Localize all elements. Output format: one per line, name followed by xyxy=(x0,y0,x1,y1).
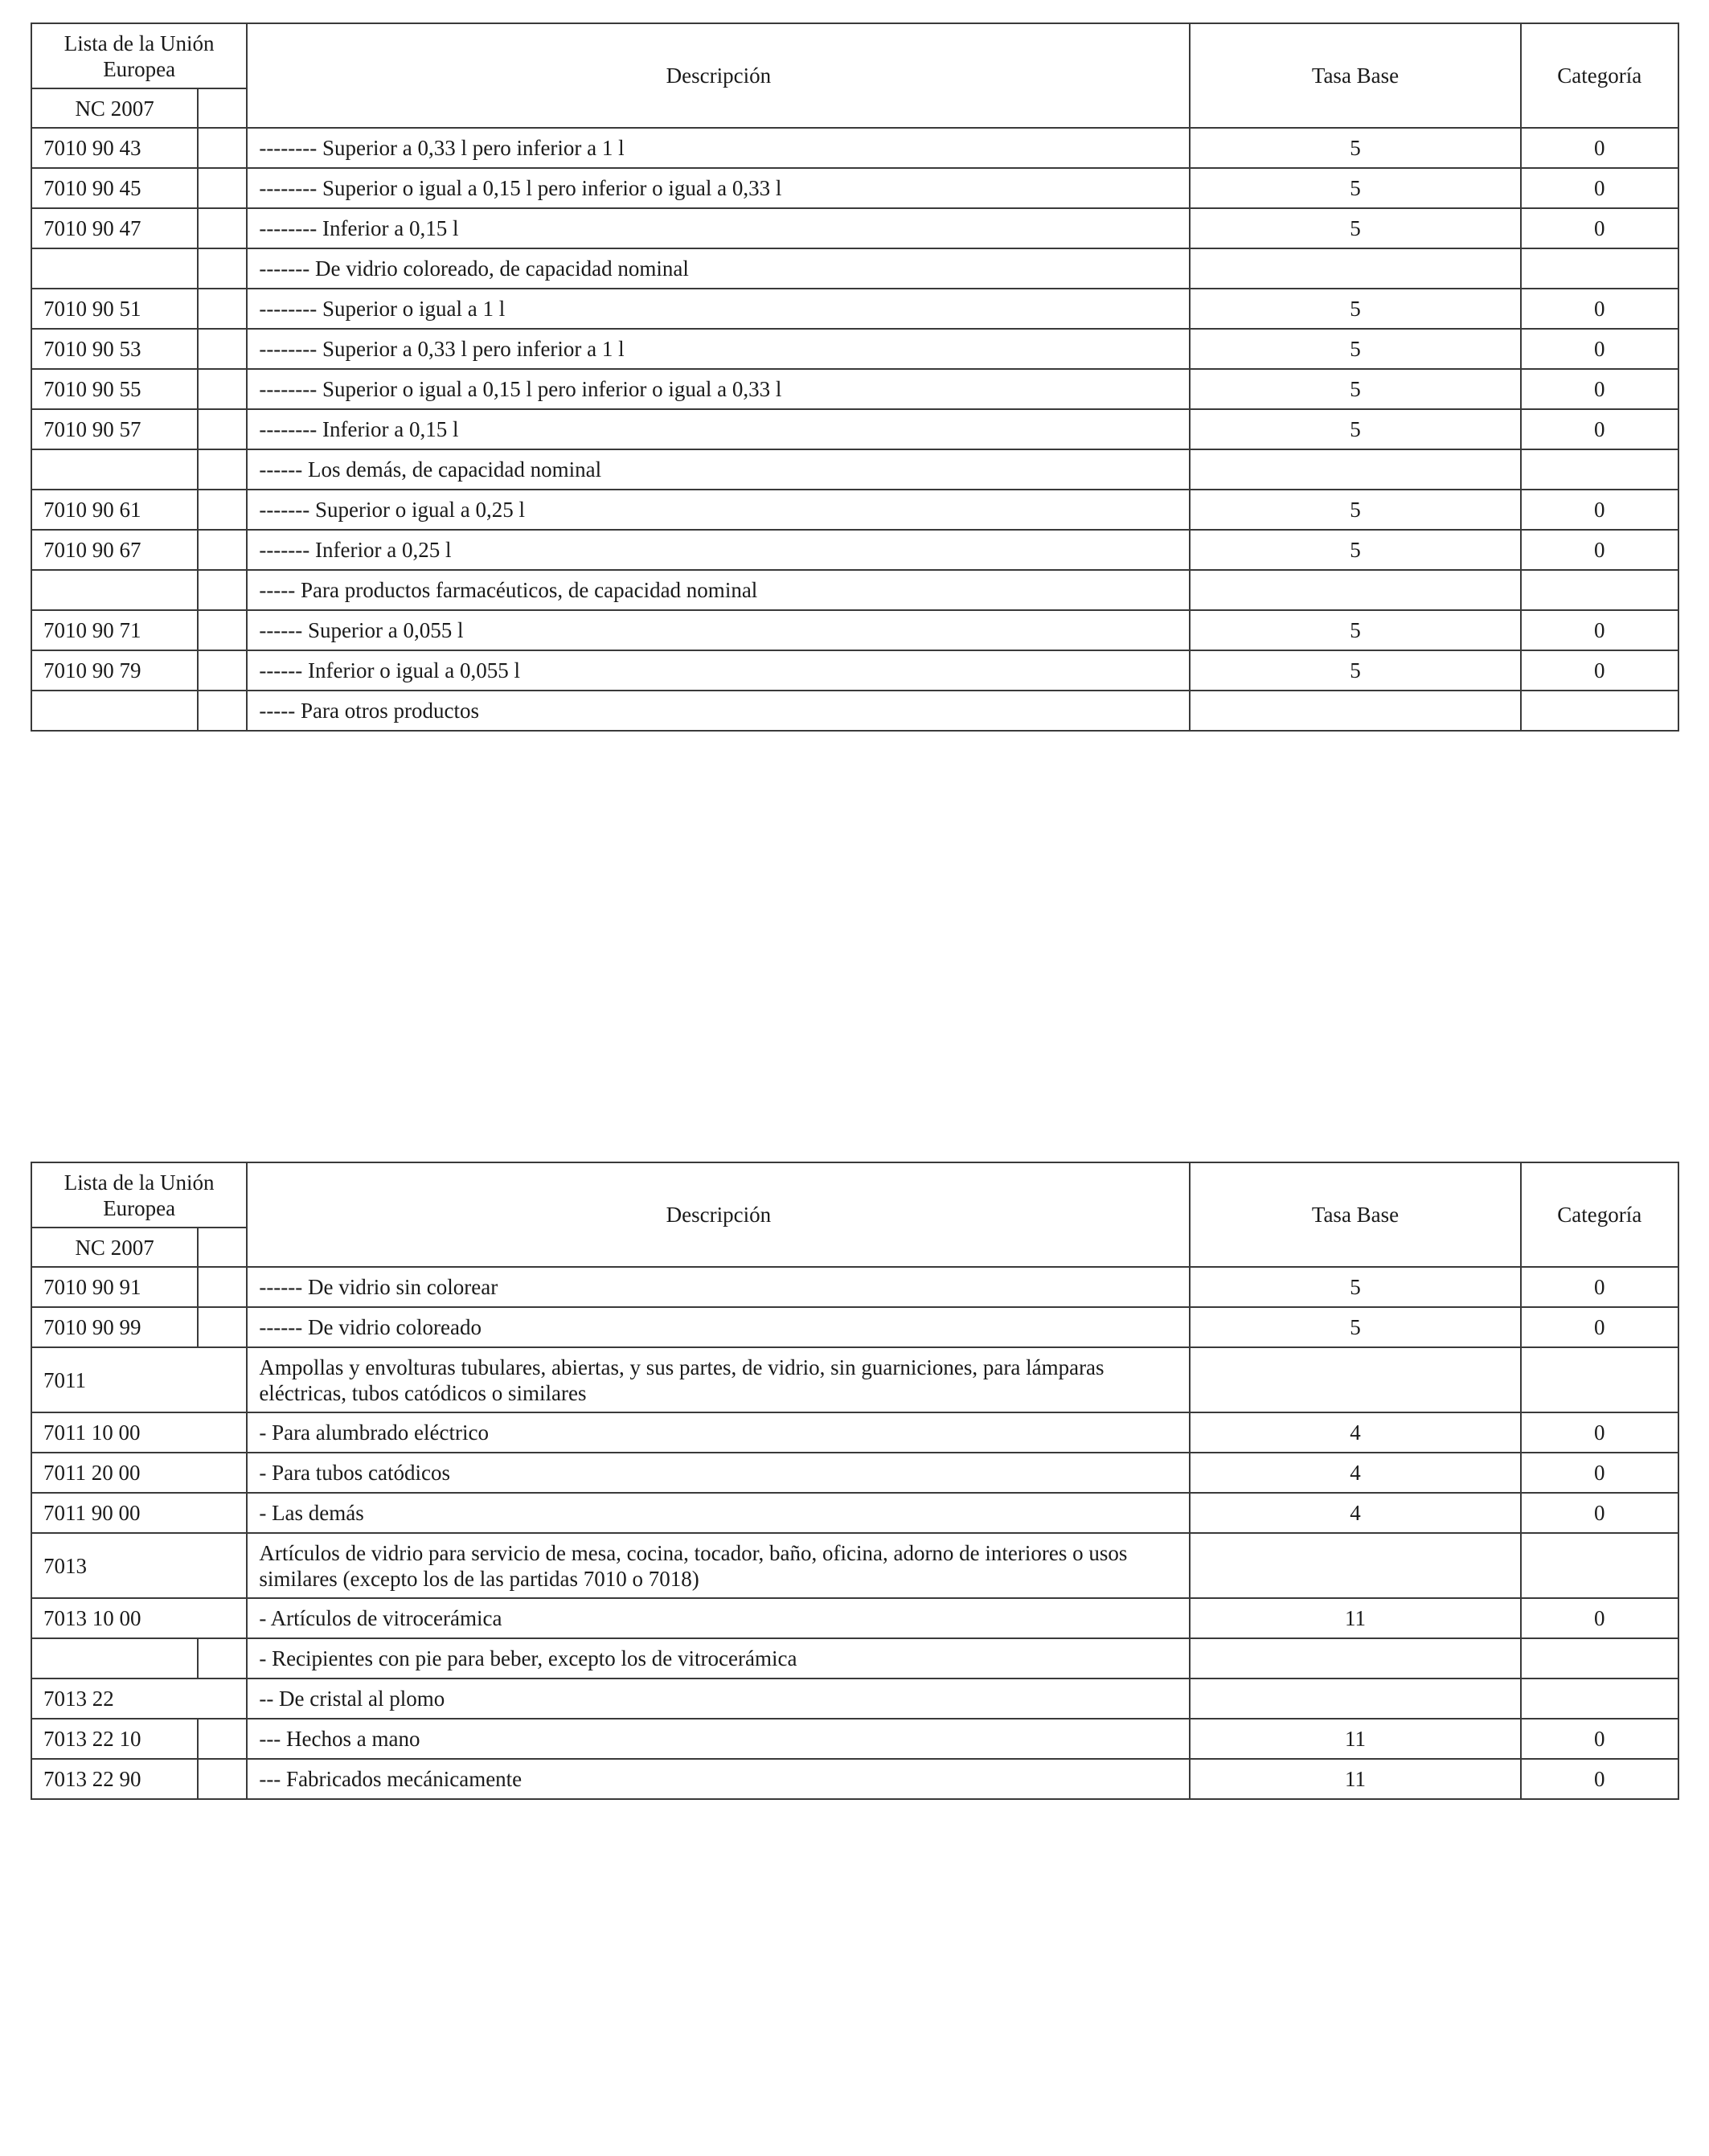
table-header-row xyxy=(31,1162,1678,1228)
category-cell xyxy=(1521,449,1678,490)
rate-cell xyxy=(1190,248,1520,289)
rate-cell: 5 xyxy=(1190,530,1520,570)
description-cell: Artículos de vidrio para servicio de mesa, cocina, tocador, baño, oficina, adorno de interiores o usos similares (excepto los de las partidas 7010 o 7018) xyxy=(247,1533,1190,1598)
blank-header-cell xyxy=(198,88,247,128)
rate-cell: 5 xyxy=(1190,490,1520,530)
blank-cell xyxy=(198,490,247,530)
description-cell: - Las demás xyxy=(247,1493,1190,1533)
table-row xyxy=(31,449,1678,490)
description-cell: ----- Para otros productos xyxy=(247,691,1190,731)
description-cell: -------- Superior o igual a 0,15 l pero inferior o igual a 0,33 l xyxy=(247,168,1190,208)
description-cell: ------- Inferior a 0,25 l xyxy=(247,530,1190,570)
table-header-row xyxy=(31,23,1678,88)
category-cell: 0 xyxy=(1521,208,1678,248)
eu-list-header: Lista de la Unión Europea xyxy=(31,1162,247,1228)
rate-cell: 5 xyxy=(1190,128,1520,168)
blank-cell xyxy=(198,208,247,248)
blank-cell xyxy=(198,289,247,329)
category-cell: 0 xyxy=(1521,168,1678,208)
category-cell xyxy=(1521,1347,1678,1412)
description-cell: Ampollas y envolturas tubulares, abiertas, y sus partes, de vidrio, sin guarniciones, para lámparas eléctricas, tubos catódicos o similares xyxy=(247,1347,1190,1412)
table-row xyxy=(31,1719,1678,1759)
table-row xyxy=(31,1453,1678,1493)
table-row xyxy=(31,1493,1678,1533)
description-cell: -------- Superior o igual a 1 l xyxy=(247,289,1190,329)
blank-cell xyxy=(198,650,247,691)
category-cell: 0 xyxy=(1521,490,1678,530)
table-row xyxy=(31,128,1678,168)
table-row xyxy=(31,1307,1678,1347)
rate-cell: 5 xyxy=(1190,650,1520,691)
rate-cell: 5 xyxy=(1190,1267,1520,1307)
category-cell: 0 xyxy=(1521,530,1678,570)
rate-cell xyxy=(1190,1533,1520,1598)
description-cell: -------- Superior a 0,33 l pero inferior a 1 l xyxy=(247,128,1190,168)
rate-cell: 11 xyxy=(1190,1719,1520,1759)
code-cell: 7010 90 99 xyxy=(31,1307,198,1347)
code-cell: 7010 90 45 xyxy=(31,168,198,208)
category-cell xyxy=(1521,691,1678,731)
category-cell: 0 xyxy=(1521,1267,1678,1307)
category-cell xyxy=(1521,1638,1678,1678)
code-cell: 7010 90 61 xyxy=(31,490,198,530)
rate-cell: 4 xyxy=(1190,1493,1520,1533)
eu-list-header: Lista de la Unión Europea xyxy=(31,23,247,88)
rate-cell xyxy=(1190,570,1520,610)
code-cell: 7010 90 53 xyxy=(31,329,198,369)
description-cell: - Recipientes con pie para beber, excepto los de vitrocerámica xyxy=(247,1638,1190,1678)
blank-cell xyxy=(198,409,247,449)
description-cell: -- De cristal al plomo xyxy=(247,1678,1190,1719)
blank-cell xyxy=(198,1759,247,1799)
base-rate-header: Tasa Base xyxy=(1190,1162,1520,1267)
rate-cell xyxy=(1190,1638,1520,1678)
code-cell: 7013 xyxy=(31,1533,247,1598)
code-cell: 7010 90 55 xyxy=(31,369,198,409)
code-cell xyxy=(31,691,198,731)
table-row xyxy=(31,650,1678,691)
description-cell: --- Hechos a mano xyxy=(247,1719,1190,1759)
description-cell: -------- Inferior a 0,15 l xyxy=(247,208,1190,248)
code-cell: 7011 90 00 xyxy=(31,1493,247,1533)
description-cell: -------- Inferior a 0,15 l xyxy=(247,409,1190,449)
description-cell: ------- De vidrio coloreado, de capacidad nominal xyxy=(247,248,1190,289)
description-cell: ------ De vidrio coloreado xyxy=(247,1307,1190,1347)
category-header: Categoría xyxy=(1521,23,1678,128)
nc-header: NC 2007 xyxy=(31,88,198,128)
rate-cell xyxy=(1190,691,1520,731)
code-cell xyxy=(31,449,198,490)
blank-cell xyxy=(198,1638,247,1678)
code-cell xyxy=(31,248,198,289)
description-cell: - Para alumbrado eléctrico xyxy=(247,1412,1190,1453)
table-row xyxy=(31,1347,1678,1412)
table-row xyxy=(31,369,1678,409)
blank-cell xyxy=(198,1307,247,1347)
blank-header-cell xyxy=(198,1228,247,1267)
category-cell: 0 xyxy=(1521,1453,1678,1493)
code-cell: 7010 90 57 xyxy=(31,409,198,449)
blank-cell xyxy=(198,570,247,610)
table-row xyxy=(31,208,1678,248)
code-cell: 7010 90 67 xyxy=(31,530,198,570)
category-cell: 0 xyxy=(1521,650,1678,691)
category-cell: 0 xyxy=(1521,1493,1678,1533)
description-cell: ------- Superior o igual a 0,25 l xyxy=(247,490,1190,530)
category-cell: 0 xyxy=(1521,409,1678,449)
description-cell: ------ Superior a 0,055 l xyxy=(247,610,1190,650)
description-cell: ------ Inferior o igual a 0,055 l xyxy=(247,650,1190,691)
category-cell: 0 xyxy=(1521,1307,1678,1347)
description-cell: ------ De vidrio sin colorear xyxy=(247,1267,1190,1307)
table-row xyxy=(31,1533,1678,1598)
rate-cell: 11 xyxy=(1190,1759,1520,1799)
tariff-table-2 xyxy=(31,1162,1679,1800)
code-cell: 7010 90 47 xyxy=(31,208,198,248)
rate-cell: 5 xyxy=(1190,1307,1520,1347)
category-cell: 0 xyxy=(1521,128,1678,168)
description-cell: - Artículos de vitrocerámica xyxy=(247,1598,1190,1638)
table-row xyxy=(31,691,1678,731)
blank-cell xyxy=(198,610,247,650)
code-cell: 7013 22 xyxy=(31,1678,247,1719)
description-cell: - Para tubos catódicos xyxy=(247,1453,1190,1493)
code-cell: 7010 90 71 xyxy=(31,610,198,650)
code-cell: 7011 xyxy=(31,1347,247,1412)
rate-cell: 5 xyxy=(1190,610,1520,650)
table-row xyxy=(31,1412,1678,1453)
description-cell: --- Fabricados mecánicamente xyxy=(247,1759,1190,1799)
code-cell: 7010 90 79 xyxy=(31,650,198,691)
table-row xyxy=(31,1678,1678,1719)
table-row xyxy=(31,329,1678,369)
rate-cell xyxy=(1190,1678,1520,1719)
category-cell: 0 xyxy=(1521,1598,1678,1638)
blank-cell xyxy=(198,691,247,731)
table-row xyxy=(31,490,1678,530)
rate-cell: 5 xyxy=(1190,289,1520,329)
code-cell xyxy=(31,570,198,610)
rate-cell: 4 xyxy=(1190,1412,1520,1453)
category-cell: 0 xyxy=(1521,289,1678,329)
description-cell: ------ Los demás, de capacidad nominal xyxy=(247,449,1190,490)
blank-cell xyxy=(198,248,247,289)
rate-cell: 11 xyxy=(1190,1598,1520,1638)
blank-cell xyxy=(198,530,247,570)
code-cell: 7010 90 43 xyxy=(31,128,198,168)
category-cell: 0 xyxy=(1521,329,1678,369)
blank-cell xyxy=(198,369,247,409)
table-row xyxy=(31,248,1678,289)
blank-cell xyxy=(198,1267,247,1307)
rate-cell: 5 xyxy=(1190,208,1520,248)
table-row xyxy=(31,409,1678,449)
table-row xyxy=(31,1267,1678,1307)
nc-header: NC 2007 xyxy=(31,1228,198,1267)
category-cell: 0 xyxy=(1521,1719,1678,1759)
category-cell xyxy=(1521,1533,1678,1598)
blank-cell xyxy=(198,329,247,369)
code-cell: 7011 20 00 xyxy=(31,1453,247,1493)
description-cell: ----- Para productos farmacéuticos, de capacidad nominal xyxy=(247,570,1190,610)
code-cell: 7010 90 51 xyxy=(31,289,198,329)
rate-cell: 5 xyxy=(1190,168,1520,208)
code-cell xyxy=(31,1638,198,1678)
blank-cell xyxy=(198,449,247,490)
code-cell: 7011 10 00 xyxy=(31,1412,247,1453)
rate-cell: 5 xyxy=(1190,329,1520,369)
description-cell: -------- Superior o igual a 0,15 l pero inferior o igual a 0,33 l xyxy=(247,369,1190,409)
base-rate-header: Tasa Base xyxy=(1190,23,1520,128)
rate-cell: 5 xyxy=(1190,409,1520,449)
table-row xyxy=(31,530,1678,570)
description-cell: -------- Superior a 0,33 l pero inferior a 1 l xyxy=(247,329,1190,369)
blank-cell xyxy=(198,1719,247,1759)
blank-cell xyxy=(198,128,247,168)
rate-cell: 5 xyxy=(1190,369,1520,409)
rate-cell: 4 xyxy=(1190,1453,1520,1493)
table-row xyxy=(31,570,1678,610)
table-row xyxy=(31,289,1678,329)
category-cell: 0 xyxy=(1521,369,1678,409)
code-cell: 7013 22 90 xyxy=(31,1759,198,1799)
category-cell: 0 xyxy=(1521,1412,1678,1453)
table-row xyxy=(31,1598,1678,1638)
rate-cell xyxy=(1190,449,1520,490)
category-cell: 0 xyxy=(1521,1759,1678,1799)
description-header: Descripción xyxy=(247,1162,1190,1267)
category-cell xyxy=(1521,570,1678,610)
table-row xyxy=(31,168,1678,208)
rate-cell xyxy=(1190,1347,1520,1412)
code-cell: 7010 90 91 xyxy=(31,1267,198,1307)
blank-cell xyxy=(198,168,247,208)
table-row xyxy=(31,610,1678,650)
category-cell xyxy=(1521,248,1678,289)
code-cell: 7013 22 10 xyxy=(31,1719,198,1759)
description-header: Descripción xyxy=(247,23,1190,128)
code-cell: 7013 10 00 xyxy=(31,1598,247,1638)
table-row xyxy=(31,1638,1678,1678)
table-row xyxy=(31,1759,1678,1799)
category-cell xyxy=(1521,1678,1678,1719)
category-cell: 0 xyxy=(1521,610,1678,650)
tariff-table-1 xyxy=(31,23,1679,732)
category-header: Categoría xyxy=(1521,1162,1678,1267)
